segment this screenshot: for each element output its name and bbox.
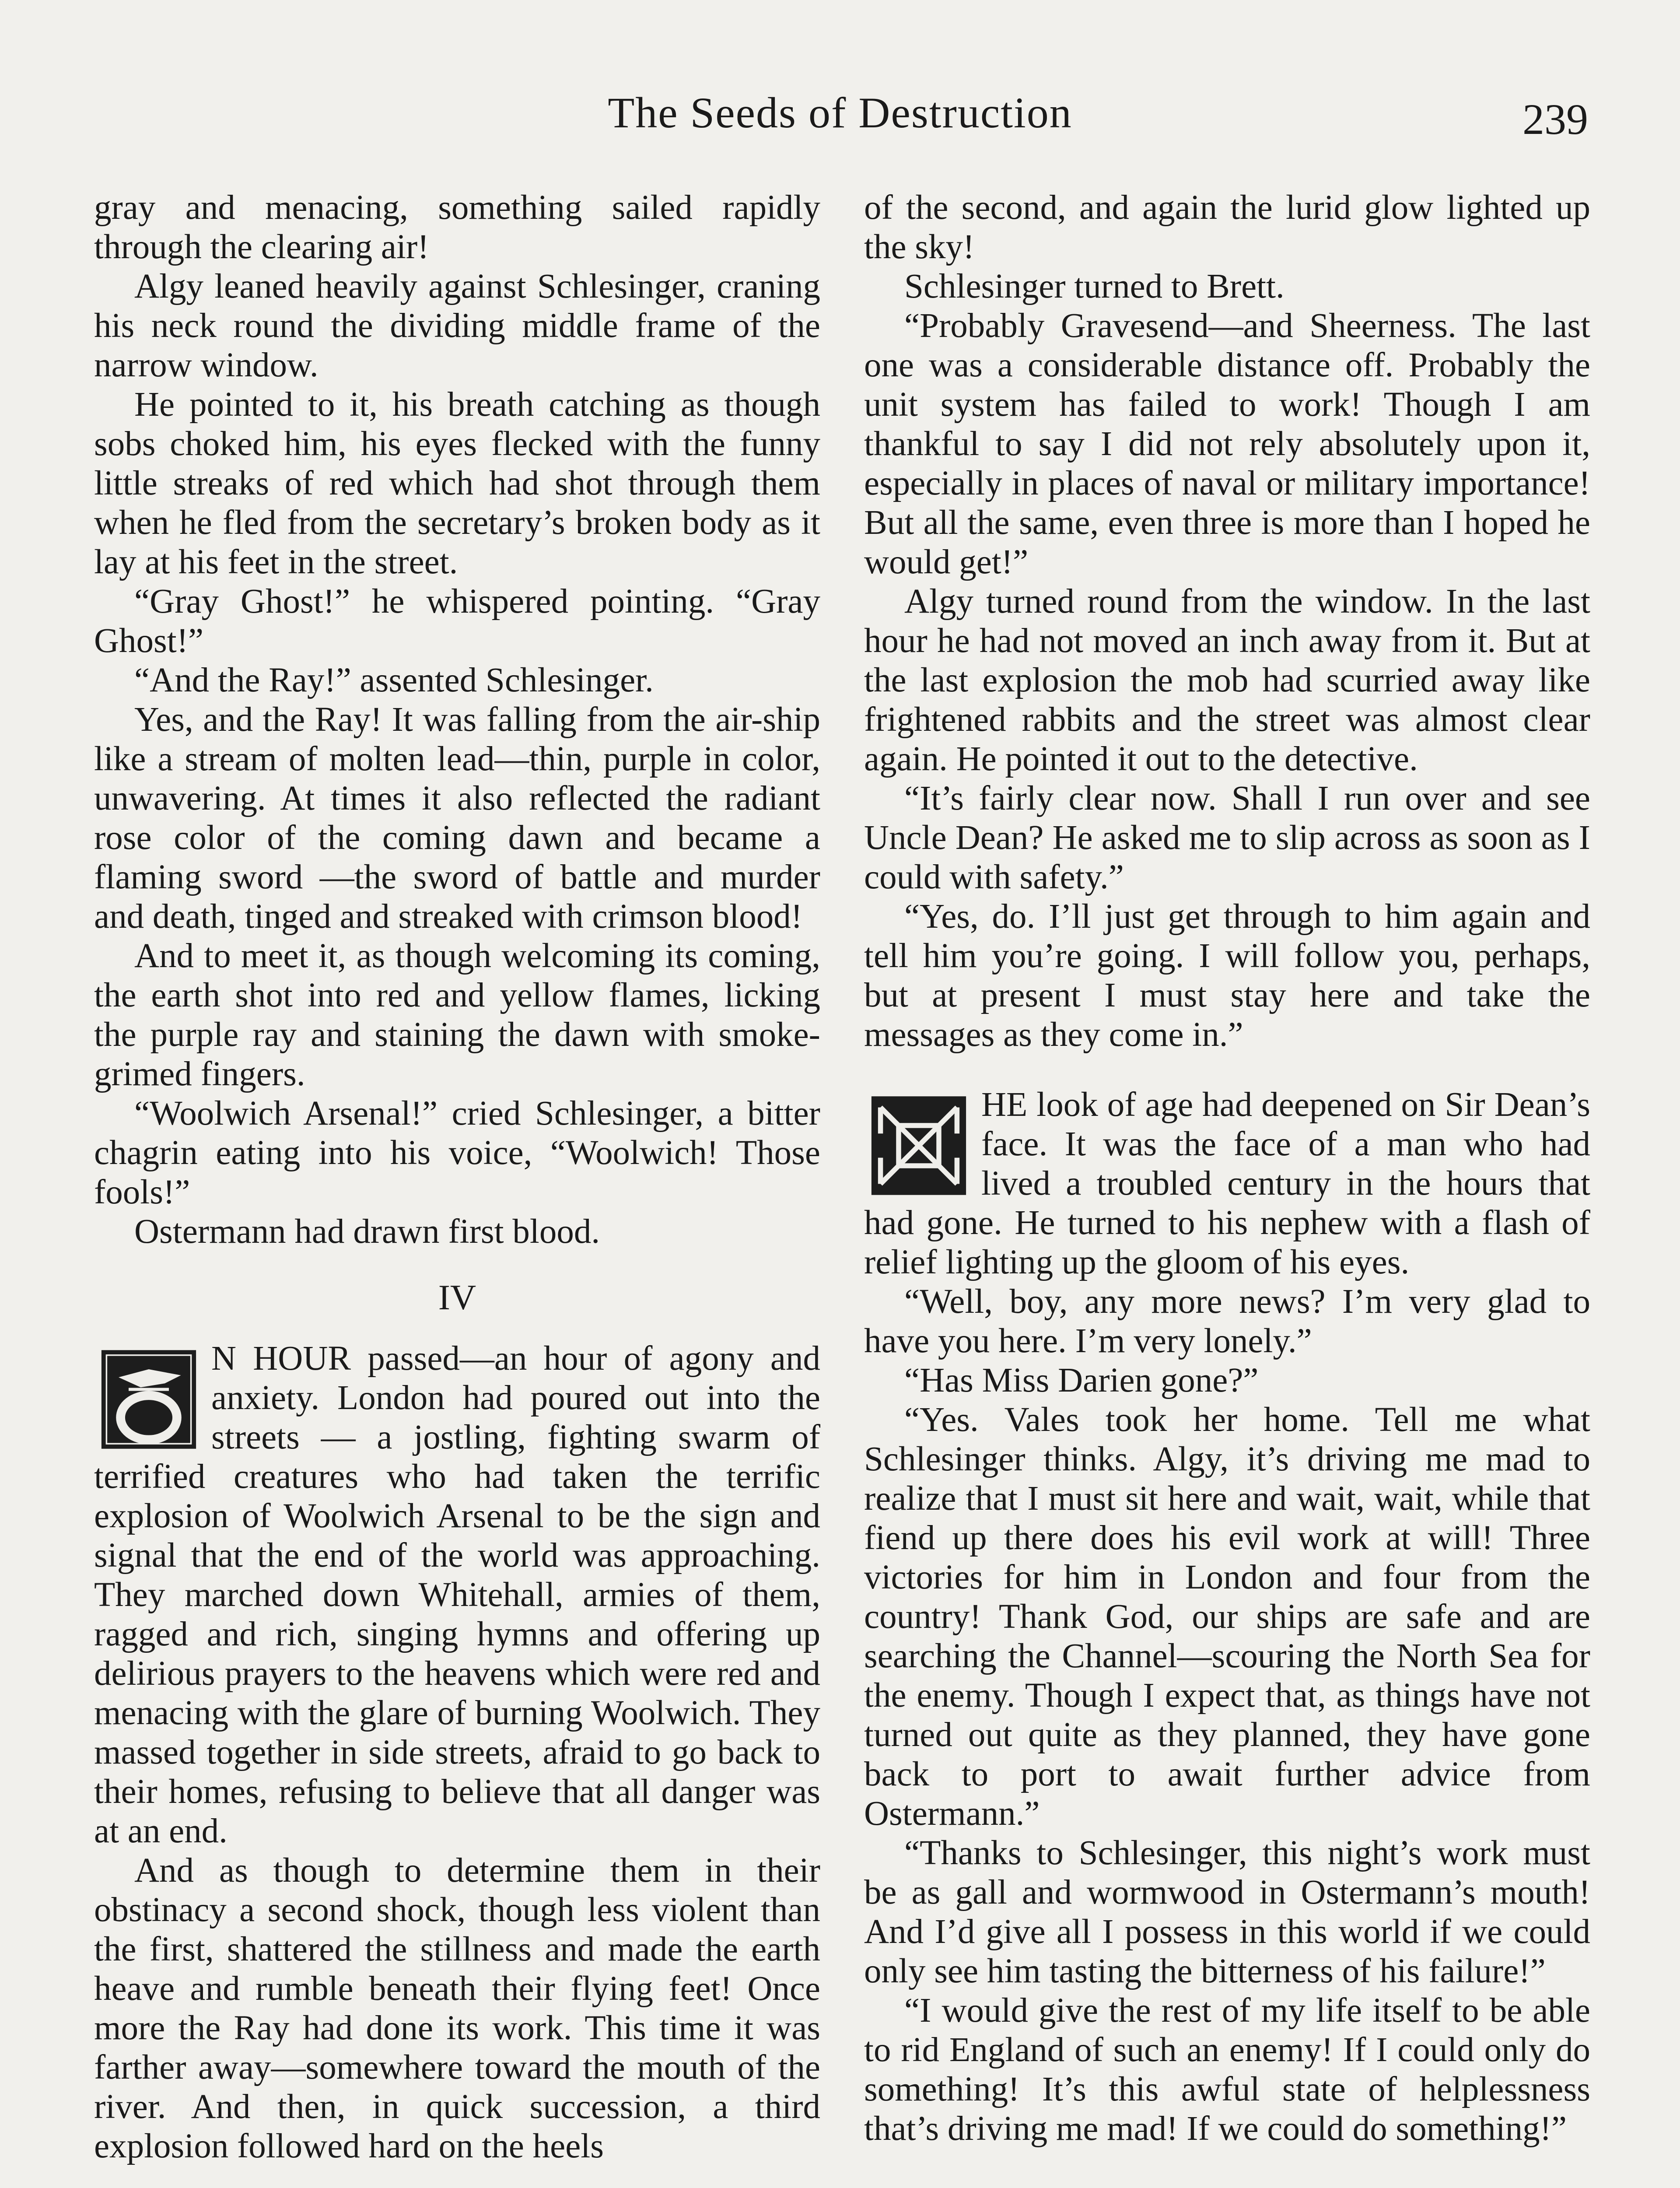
- paragraph: N HOUR passed—an hour of agony and anxiety. London had poured out into the streets — a jostling, fighting swarm of terrified creatures who had taken the terrific explosion of Woolwich Arsenal to be the sign and signal that the end of the world was approaching. They marched down Whitehall, armies of them, ragged and rich, singing hymns and offering up delirious prayers to the heavens which were red and menacing with the glare of burning Woolwich. They massed together in side streets, afraid to go back to their homes, refusing to believe that all danger was at an end.: [94, 1339, 820, 1850]
- dropcap-t-icon: [868, 1093, 969, 1198]
- paragraph: gray and menacing, something sailed rapidly through the clearing air!: [94, 189, 820, 266]
- paragraph: of the second, and again the lurid glow lighted up the sky!: [864, 189, 1590, 266]
- paragraph: “Woolwich Arsenal!” cried Schlesinger, a bitter chagrin eating into his voice, “Woolwich! Those fools!”: [94, 1094, 820, 1211]
- section-break: [864, 1055, 1590, 1085]
- paragraph: “Thanks to Schlesinger, this night’s work must be as gall and wormwood in Ostermann’s mouth! And I’d give all I possess in this world if we could only see him tasting the bitterness of his failure!”: [864, 1834, 1590, 1990]
- paragraph: HE look of age had deepened on Sir Dean’s face. It was the face of a man who had lived a troubled century in the hours that had gone. He turned to his nephew with a flash of relief lighting up the gloom of his eyes.: [864, 1086, 1590, 1281]
- paragraph: And to meet it, as though welcoming its coming, the earth shot into red and yellow flames, licking the purple ray and staining the dawn with smoke-grimed fingers.: [94, 937, 820, 1093]
- paragraph: “Probably Gravesend—and Sheerness. The last one was a considerable distance off. Probably the unit system has failed to work! Though I am thankful to say I did not rely absolutely upon it, especially in places of naval or military importance! But all the same, even three is more than I hoped he would get!”: [864, 307, 1590, 581]
- paragraph: And as though to determine them in their obstinacy a second shock, though less violent than the first, shattered the stillness and made the earth heave and rumble beneath their flying feet! Once more the Ray had done its work. This time it was farther away—somewhere toward the mouth of the river. And then, in quick succession, a third explosion followed hard on the heels: [94, 1851, 820, 2165]
- paragraph: Schlesinger turned to Brett.: [904, 267, 1284, 305]
- paragraph: Algy leaned heavily against Schlesinger, craning his neck round the dividing middle frame of the narrow window.: [94, 267, 820, 384]
- paragraph: “Has Miss Darien gone?”: [904, 1361, 1259, 1399]
- dropcap-paragraph: [94, 1339, 820, 1851]
- paragraph: He pointed to it, his breath catching as though sobs choked him, his eyes flecked with the funny little streaks of red which had shot through them when he fled from the secretary’s broken body as it lay at his feet in the street.: [94, 386, 820, 581]
- section-heading: IV: [438, 1277, 476, 1317]
- dropcap-paragraph: [864, 1085, 1590, 1282]
- paragraph: “And the Ray!” assented Schlesinger.: [134, 661, 654, 699]
- paragraph: “Yes. Vales took her home. Tell me what Schlesinger thinks. Algy, it’s driving me mad to realize that I must sit here and wait, wait, while that fiend up there does his evil work at will! Three victories for him in London and four from the country! Thank God, our ships are safe and are searching the Channel—scouring the North Sea for the enemy. Though I expect that, as things have not turned out quite as they planned, they have gone back to port to await further advice from Ostermann.”: [864, 1401, 1590, 1833]
- running-title: The Seeds of Destruction: [608, 88, 1072, 137]
- right-column: [864, 188, 1590, 2149]
- paragraph: “I would give the rest of my life itself to be able to rid England of such an enemy! If I could only do something! It’s this awful state of helplessness that’s driving me mad! If we could do something!”: [864, 1992, 1590, 2148]
- paragraph: Algy turned round from the window. In the last hour he had not moved an inch away from it. But at the last explosion the mob had scurried away like frightened rabbits and the street was almost clear again. He pointed it out to the detective.: [864, 582, 1590, 778]
- paragraph: “Yes, do. I’ll just get through to him again and tell him you’re going. I will follow you, perhaps, but at present I must stay here and take the messages as they come in.”: [864, 898, 1590, 1054]
- paragraph: “It’s fairly clear now. Shall I run over and see Uncle Dean? He asked me to slip across as soon as I could with safety.”: [864, 779, 1590, 896]
- left-column: [94, 188, 820, 2166]
- paragraph: Ostermann had drawn first blood.: [134, 1213, 600, 1251]
- paragraph: “Well, boy, any more news? I’m very glad to have you here. I’m very lonely.”: [864, 1283, 1590, 1360]
- paragraph: “Gray Ghost!” he whispered pointing. “Gray Ghost!”: [94, 582, 820, 660]
- dropcap-a-icon: [98, 1347, 199, 1452]
- page-number: 239: [1522, 95, 1588, 144]
- paragraph: Yes, and the Ray! It was falling from the air-ship like a stream of molten lead—thin, purple in color, unwavering. At times it also reflected the radiant rose color of the coming dawn and became a flaming sword —the sword of battle and murder and death, tinged and streaked with crimson blood!: [94, 701, 820, 936]
